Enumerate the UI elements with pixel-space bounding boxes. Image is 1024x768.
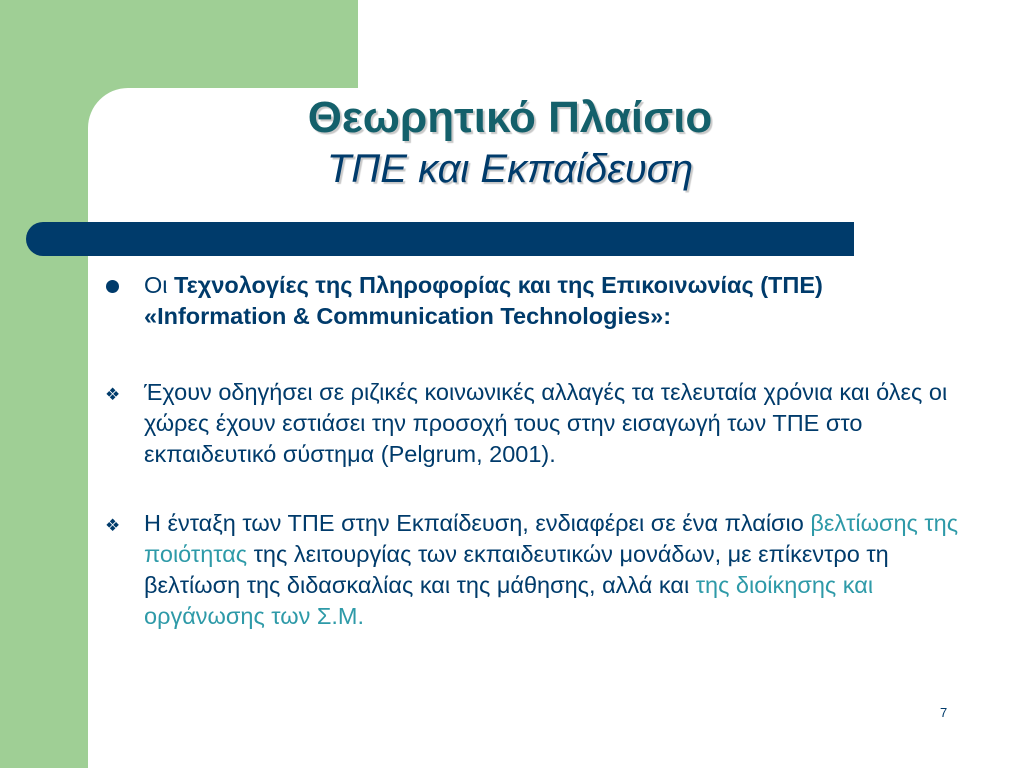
highlight-text: βελτίωσης της ποιότητας: [144, 510, 959, 567]
bullet-item-1: [104, 270, 964, 332]
bullet-bold-text: Τεχνολογίες της Πληροφορίας και της Επικοινωνίας (ΤΠΕ) «Information & Communication Technologies»:: [144, 272, 823, 329]
bullet-text-3: [144, 508, 964, 632]
bullet-item-2: ❖ Έχουν οδηγήσει σε ριζικές κοινωνικές αλλαγές τα τελευταία χρόνια και όλες οι χώρες έχουν εστιάσει την προσοχή τους στην εισαγωγή των ΤΠΕ στο εκπαιδευτικό σύστημα (Pelgrum, 2001).: [104, 377, 964, 470]
green-top-band: [0, 0, 358, 88]
highlight-text: της διοίκησης και οργάνωσης των Σ.Μ.: [144, 572, 874, 629]
green-side-band: [0, 0, 88, 768]
bullet-part: της λειτουργίας των εκπαιδευτικών μονάδων, με επίκεντρο τη βελτίωση της διδασκαλίας και της μάθησης, αλλά και: [144, 541, 889, 598]
page-number: 7: [940, 705, 948, 720]
bullet-prefix: Οι: [144, 272, 175, 298]
bullet-text-1: [144, 270, 964, 332]
bullet-text-2: Έχουν οδηγήσει σε ριζικές κοινωνικές αλλαγές τα τελευταία χρόνια και όλες οι χώρες έχουν εστιάσει την προσοχή τους στην εισαγωγή των ΤΠΕ στο εκπαιδευτικό σύστημα (Pelgrum, 2001).: [144, 379, 948, 467]
slide-subtitle: ΤΠΕ και Εκπαίδευση: [326, 147, 694, 191]
bullet-part: Η ένταξη των ΤΠΕ στην Εκπαίδευση, ενδιαφέρει σε ένα πλαίσιο: [144, 510, 811, 536]
slide-title: Θεωρητικό Πλαίσιο: [307, 93, 713, 142]
title-divider-bar: [26, 222, 854, 256]
bullet-item-3: ❖ Η ένταξη των ΤΠΕ στην Εκπαίδευση, ενδιαφέρει σε ένα πλαίσιο βελτίωσης της ποιότητας της λειτουργίας των εκπαιδευτικών μονάδων, με επίκεντρο τη βελτίωση της διδασκαλίας και της μάθησης, αλλά και της διοίκησης και οργάνωσης των Σ.Μ.: [104, 508, 964, 632]
